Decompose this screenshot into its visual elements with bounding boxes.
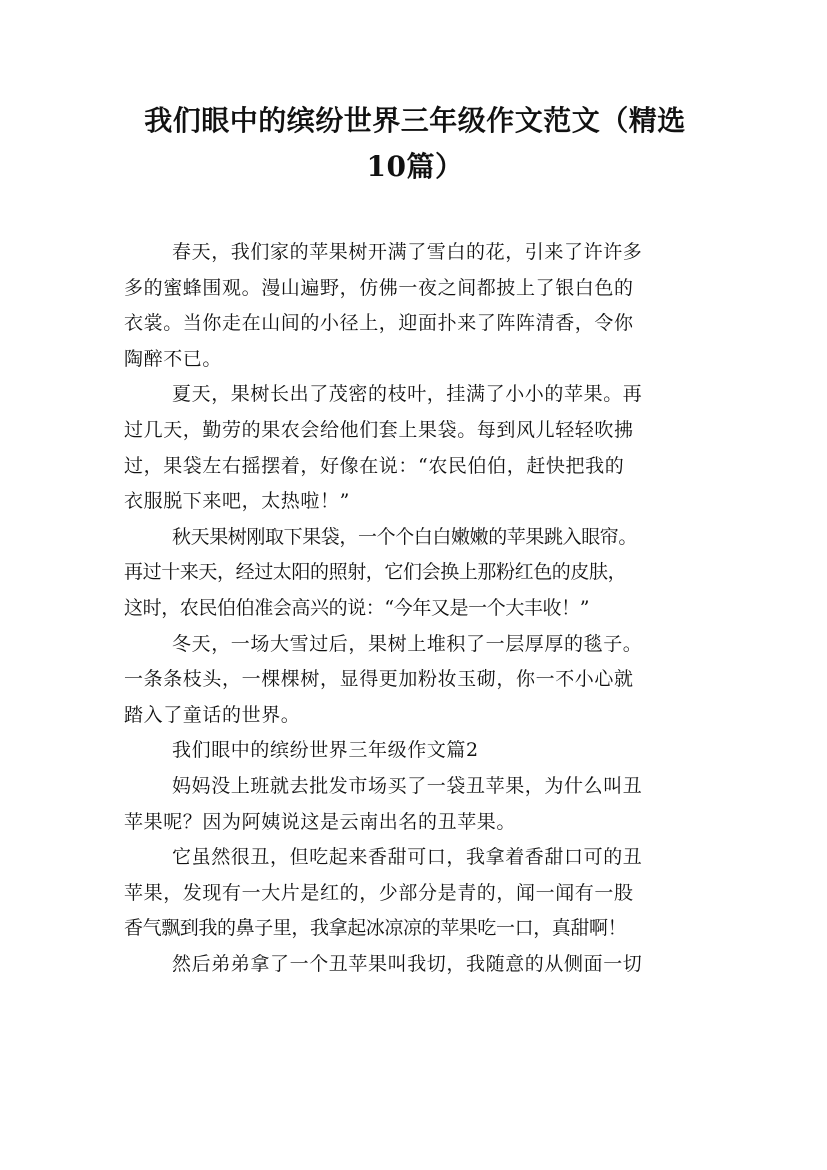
- text-line: 冬天，一场大雪过后，果树上堆积了一层厚厚的毯子。: [172, 632, 643, 655]
- text-line: 夏天，果树长出了茂密的枝叶，挂满了小小的苹果。再: [172, 383, 643, 406]
- text-line: 过，果袋左右摇摆着，好像在说：“农民伯伯，赶快把我的: [124, 454, 625, 477]
- text-line: 衣服脱下来吧，太热啦！”: [124, 490, 350, 513]
- paragraph-winter: [124, 627, 714, 734]
- text-line: 再过十来天，经过太阳的照射，它们会换上那粉红色的皮肤，: [124, 561, 627, 584]
- text-line: 然后弟弟拿了一个丑苹果叫我切，我随意的从侧面一切: [172, 952, 643, 975]
- text-line: 过几天，勤劳的果农会给他们套上果袋。每到风儿轻轻吹拂: [124, 418, 634, 441]
- text-line: 秋天果树刚取下果袋，一个个白白嫩嫩的苹果跳入眼帘。: [172, 525, 638, 548]
- section-heading: 我们眼中的缤纷世界三年级作文篇2: [172, 739, 479, 762]
- document-body: [124, 235, 714, 982]
- paragraph-taste: [124, 840, 714, 947]
- text-line: 一条条枝头，一棵棵树，显得更加粉妆玉砌，你一不小心就: [124, 668, 634, 691]
- text-line: 衣裳。当你走在山间的小径上，迎面扑来了阵阵清香，令你: [124, 312, 634, 335]
- text-line: 苹果呢？因为阿姨说这是云南出名的丑苹果。: [124, 810, 517, 833]
- text-line: 春天，我们家的苹果树开满了雪白的花，引来了许许多: [172, 241, 643, 263]
- document-title: [105, 98, 725, 190]
- section-heading-2: [124, 733, 714, 769]
- paragraph-spring: [124, 235, 714, 377]
- text-line: 踏入了童话的世界。: [124, 703, 301, 726]
- text-line: 它虽然很丑，但吃起来香甜可口，我拿着香甜口可的丑: [172, 846, 643, 869]
- text-line: 多的蜜蜂围观。漫山遍野，仿佛一夜之间都披上了银白色的: [124, 276, 634, 299]
- text-line: 妈妈没上班就去批发市场买了一袋丑苹果，为什么叫丑: [172, 774, 643, 797]
- paragraph-autumn: [124, 520, 714, 627]
- paragraph-summer: [124, 377, 714, 519]
- paragraph-cutting: [124, 947, 714, 983]
- title-line-1: 我们眼中的缤纷世界三年级作文范文（精选: [144, 104, 686, 137]
- paragraph-ugly-apples: [124, 769, 714, 840]
- text-line: 陶醉不已。: [124, 347, 223, 370]
- text-line: 苹果，发现有一大片是红的，少部分是青的，闻一闻有一股: [124, 881, 634, 904]
- text-line: 这时，农民伯伯准会高兴的说：“今年又是一个大丰收！”: [124, 596, 590, 619]
- title-line-2: 10篇）: [366, 150, 464, 183]
- text-line: 香气飘到我的鼻子里，我拿起冰凉凉的苹果吃一口，真甜啊！: [124, 917, 627, 940]
